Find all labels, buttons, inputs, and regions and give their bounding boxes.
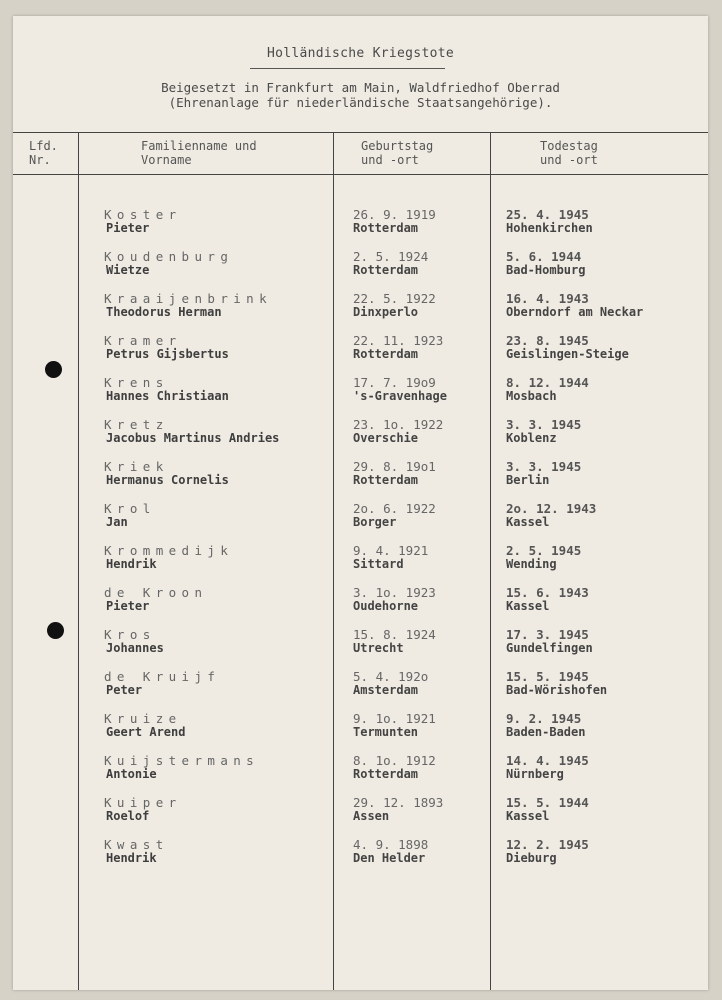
death-date: 17. 3. 1945 [506, 627, 589, 642]
birth-place: Rotterdam [353, 473, 419, 487]
birth-place: Dinxperlo [353, 305, 419, 319]
given-name: Jan [106, 515, 128, 529]
given-name: Pieter [106, 221, 150, 235]
given-name: Petrus Gijsbertus [106, 347, 229, 361]
table-row [13, 543, 708, 585]
given-name: Hendrik [106, 851, 157, 865]
surname: Kriek [104, 459, 169, 474]
document-page [13, 16, 708, 990]
header-death: Todestag und -ort [540, 139, 598, 167]
death-place: Dieburg [506, 851, 557, 865]
birth-place: Amsterdam [353, 683, 419, 697]
birth-date: 3. 1o. 1923 [353, 585, 436, 600]
birth-date: 29. 12. 1893 [353, 795, 444, 810]
given-name: Geert Arend [106, 725, 186, 739]
death-place: Gundelfingen [506, 641, 593, 655]
death-date: 5. 6. 1944 [506, 249, 582, 264]
surname: Krens [104, 375, 169, 390]
birth-place: Borger [353, 515, 397, 529]
birth-place: Assen [353, 809, 390, 823]
surname: Krol [104, 501, 156, 516]
birth-place: Overschie [353, 431, 419, 445]
given-name: Roelof [106, 809, 150, 823]
birth-place: Termunten [353, 725, 419, 739]
death-place: Mosbach [506, 389, 557, 403]
given-name: Pieter [106, 599, 150, 613]
death-date: 12. 2. 1945 [506, 837, 589, 852]
birth-date: 29. 8. 19o1 [353, 459, 436, 474]
birth-date: 4. 9. 1898 [353, 837, 429, 852]
page-subtitle [13, 80, 708, 110]
title-underline [250, 68, 445, 69]
header-birth: Geburtstag und -ort [361, 139, 434, 167]
subtitle-line-1: Beigesetzt in Frankfurt am Main, Waldfriedhof Oberrad [161, 80, 560, 95]
birth-date: 23. 1o. 1922 [353, 417, 444, 432]
table-row [13, 837, 708, 879]
surname: Koster [104, 207, 182, 222]
surname: Kramer [104, 333, 182, 348]
given-name: Peter [106, 683, 143, 697]
table-row [13, 753, 708, 795]
death-date: 9. 2. 1945 [506, 711, 582, 726]
death-place: Hohenkirchen [506, 221, 593, 235]
birth-place: Den Helder [353, 851, 426, 865]
death-place: Kassel [506, 809, 550, 823]
given-name: Johannes [106, 641, 164, 655]
birth-date: 2o. 6. 1922 [353, 501, 436, 516]
table-row [13, 669, 708, 711]
subtitle-line-2: (Ehrenanlage für niederländische Staatsangehörige). [168, 95, 553, 110]
table-row [13, 249, 708, 291]
death-date: 3. 3. 1945 [506, 459, 582, 474]
death-date: 15. 6. 1943 [506, 585, 589, 600]
birth-place: Utrecht [353, 641, 404, 655]
table-top-rule [13, 132, 708, 133]
surname: Kros [104, 627, 156, 642]
header-nr: Lfd. Nr. [29, 139, 58, 167]
birth-date: 2. 5. 1924 [353, 249, 429, 264]
birth-place: Rotterdam [353, 767, 419, 781]
birth-date: 8. 1o. 1912 [353, 753, 436, 768]
birth-date: 26. 9. 1919 [353, 207, 436, 222]
table-row [13, 711, 708, 753]
birth-date: 9. 1o. 1921 [353, 711, 436, 726]
birth-date: 22. 11. 1923 [353, 333, 444, 348]
surname: de Kruijf [104, 669, 221, 684]
surname: Kuiper [104, 795, 182, 810]
death-place: Wending [506, 557, 557, 571]
surname: Koudenburg [104, 249, 234, 264]
birth-place: 's-Gravenhage [353, 389, 447, 403]
surname: Kwast [104, 837, 169, 852]
surname: de Kroon [104, 585, 208, 600]
birth-date: 9. 4. 1921 [353, 543, 429, 558]
death-place: Bad-Wörishofen [506, 683, 608, 697]
death-date: 15. 5. 1944 [506, 795, 589, 810]
death-place: Oberndorf am Neckar [506, 305, 644, 319]
given-name: Hannes Christiaan [106, 389, 229, 403]
death-place: Geislingen-Steige [506, 347, 629, 361]
death-place: Kassel [506, 599, 550, 613]
birth-date: 5. 4. 192o [353, 669, 429, 684]
table-row [13, 291, 708, 333]
birth-place: Oudehorne [353, 599, 419, 613]
death-date: 2o. 12. 1943 [506, 501, 597, 516]
death-place: Berlin [506, 473, 550, 487]
death-date: 2. 5. 1945 [506, 543, 582, 558]
table-row [13, 795, 708, 837]
given-name: Wietze [106, 263, 150, 277]
birth-place: Rotterdam [353, 221, 419, 235]
death-date: 25. 4. 1945 [506, 207, 589, 222]
death-place: Bad-Homburg [506, 263, 586, 277]
table-row [13, 333, 708, 375]
surname: Kraaijenbrink [104, 291, 273, 306]
death-place: Kassel [506, 515, 550, 529]
table-row [13, 501, 708, 543]
birth-place: Sittard [353, 557, 404, 571]
death-date: 14. 4. 1945 [506, 753, 589, 768]
surname: Kuijstermans [104, 753, 260, 768]
surname: Krommedijk [104, 543, 234, 558]
table-row [13, 627, 708, 669]
table-row [13, 207, 708, 249]
surname: Kruize [104, 711, 182, 726]
surname: Kretz [104, 417, 169, 432]
given-name: Jacobus Martinus Andries [106, 431, 280, 445]
header-name: Familienname und Vorname [141, 139, 257, 167]
death-date: 23. 8. 1945 [506, 333, 589, 348]
header-bottom-rule [13, 174, 708, 175]
death-date: 8. 12. 1944 [506, 375, 589, 390]
given-name: Hermanus Cornelis [106, 473, 229, 487]
death-place: Baden-Baden [506, 725, 586, 739]
table-row [13, 375, 708, 417]
given-name: Hendrik [106, 557, 157, 571]
birth-place: Rotterdam [353, 263, 419, 277]
death-place: Koblenz [506, 431, 557, 445]
table-row [13, 459, 708, 501]
birth-place: Rotterdam [353, 347, 419, 361]
birth-date: 15. 8. 1924 [353, 627, 436, 642]
given-name: Theodorus Herman [106, 305, 222, 319]
birth-date: 17. 7. 19o9 [353, 375, 436, 390]
death-place: Nürnberg [506, 767, 564, 781]
death-date: 15. 5. 1945 [506, 669, 589, 684]
birth-date: 22. 5. 1922 [353, 291, 436, 306]
table-row [13, 417, 708, 459]
table-row [13, 585, 708, 627]
death-date: 3. 3. 1945 [506, 417, 582, 432]
page-title: Holländische Kriegstote [267, 46, 454, 61]
death-date: 16. 4. 1943 [506, 291, 589, 306]
given-name: Antonie [106, 767, 157, 781]
